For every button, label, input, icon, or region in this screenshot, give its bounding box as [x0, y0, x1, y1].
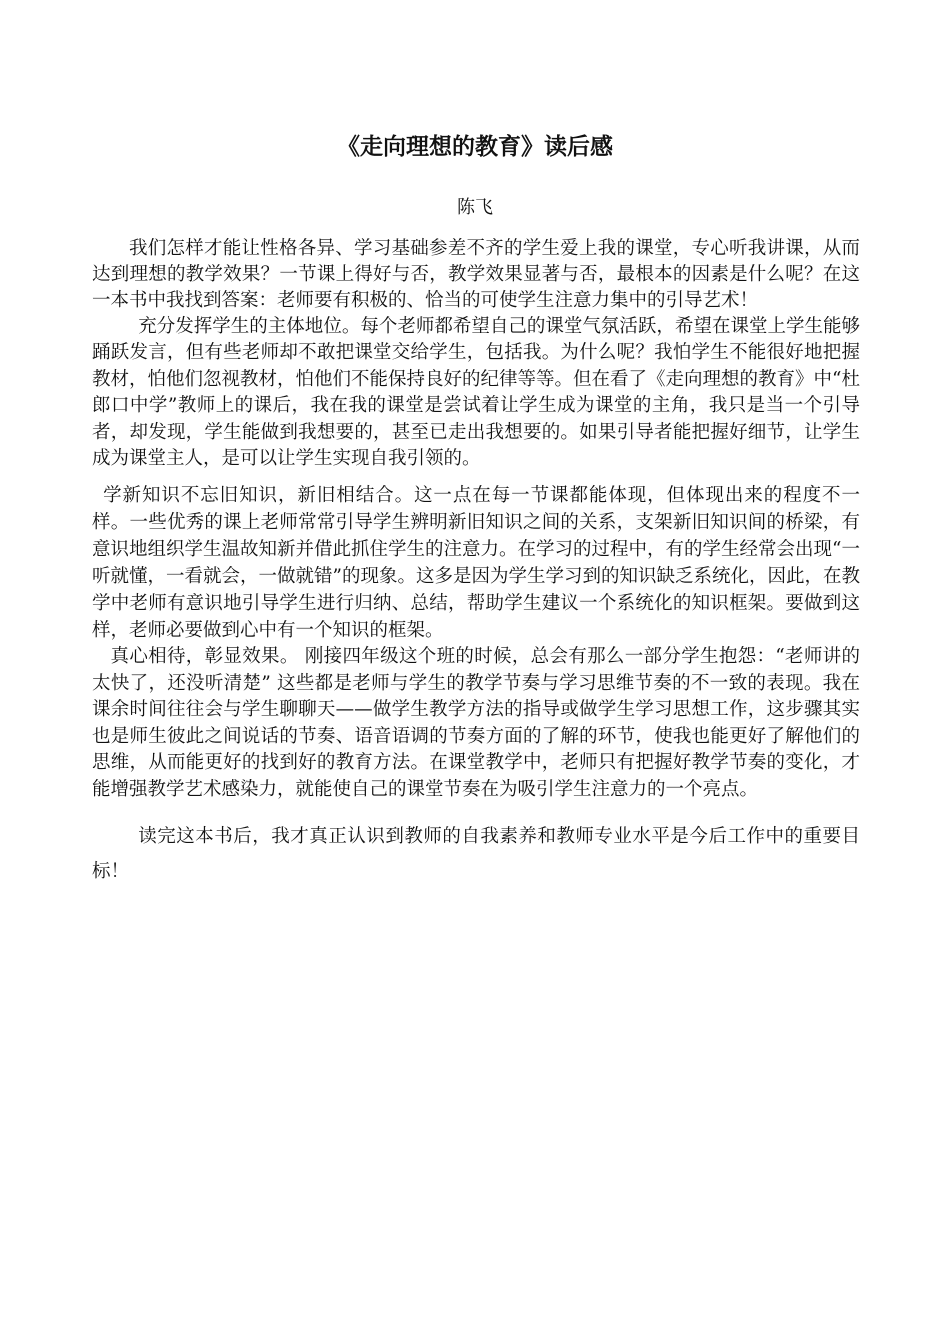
- paragraph-sincere-treatment: 真心相待，彰显效果。 刚接四年级这个班的时候，总会有那么一部分学生抱怨：“老师讲的太快了，还没听清楚” 这些都是老师与学生的教学节奏与学习思维节奏的不一致的表现。我在课余时间往往会与学生聊聊天——做学生教学方法的指导或做学生学习思想工作，这步骤其实也是师生彼此之间说话的节奏、语音语调的节奏方面的了解的环节，使我也能更好了解他们的思维，从而能更好的找到好的教育方法。在课堂教学中，老师只有把握好教学节奏的变化，才能增强教学艺术感染力，就能使自己的课堂节奏在为吸引学生注意力的一个亮点。: [92, 646, 860, 800]
- paragraph-conclusion: 读完这本书后，我才真正认识到教师的自我素养和教师专业水平是今后工作中的重要目标！: [92, 826, 860, 883]
- paragraph-student-subject: 充分发挥学生的主体地位。每个老师都希望自己的课堂气氛活跃，希望在课堂上学生能够踊跃发言，但有些老师却不敢把课堂交给学生，包括我。为什么呢？我怕学生不能很好地把握教材，怕他们忽视教材，怕他们不能保持良好的纪律等等。但在看了《走向理想的教育》中“杜郎口中学”教师上的课后，我在我的课堂是尝试着让学生成为课堂的主角，我只是当一个引导者，却发现，学生能做到我想要的，甚至已走出我想要的。如果引导者能把握好细节，让学生成为课堂主人，是可以让学生实现自我引领的。: [92, 316, 860, 470]
- document-body: [92, 236, 860, 889]
- author-name: 陈飞: [457, 197, 493, 218]
- document-title: 《走向理想的教育》读后感: [337, 134, 613, 160]
- paragraph-intro: 我们怎样才能让性格各异、学习基础参差不齐的学生爱上我的课堂，专心听我讲课，从而达到理想的教学效果？一节课上得好与否，教学效果显著与否，最根本的因素是什么呢？在这一本书中我找到答案：老师要有积极的、恰当的可使学生注意力集中的引导艺术！: [92, 238, 860, 311]
- paragraph-new-old-knowledge: 学新知识不忘旧知识，新旧相结合。这一点在每一节课都能体现，但体现出来的程度不一样。一些优秀的课上老师常常引导学生辨明新旧知识之间的关系，支架新旧知识间的桥梁，有意识地组织学生温故知新并借此抓住学生的注意力。在学习的过程中，有的学生经常会出现“一听就懂，一看就会，一做就错”的现象。这多是因为学生学习到的知识缺乏系统化，因此，在教学中老师有意识地引导学生进行归纳、总结，帮助学生建议一个系统化的知识框架。要做到这样，老师必要做到心中有一个知识的框架。: [92, 485, 860, 642]
